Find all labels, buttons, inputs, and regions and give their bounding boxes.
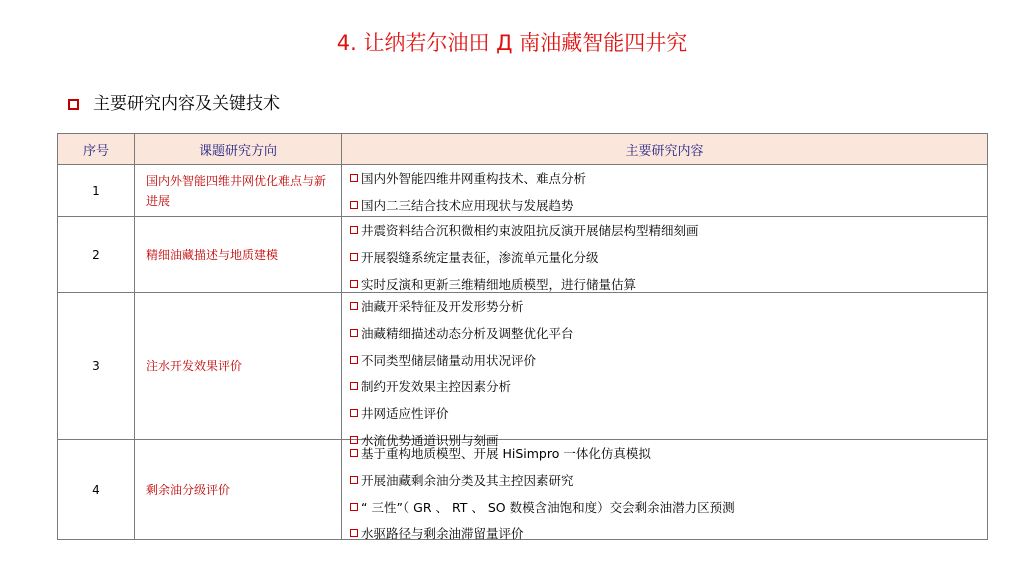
row-no: 4	[58, 440, 135, 540]
row-no: 2	[58, 217, 135, 293]
row-direction: 国内外智能四维井网优化难点与新进展	[135, 165, 342, 217]
list-item: 制约开发效果主控因素分析	[350, 373, 983, 400]
table-row	[58, 217, 988, 293]
list-item: 开展油藏剩余油分类及其主控因素研究	[350, 467, 983, 494]
row-direction: 精细油藏描述与地质建模	[135, 217, 342, 293]
checkbox-bullet-icon	[350, 356, 358, 364]
page-title: 4. 让纳若尔油田 Д 南油藏智能四井究	[336, 31, 688, 55]
list-item: “ 三性”（ GR 、 RT 、 SO 数模含油饱和度）交会剩余油潜力区预测	[350, 493, 983, 520]
checkbox-bullet-icon	[350, 280, 358, 288]
list-item: 国内外智能四维井网重构技术、难点分析	[350, 165, 983, 192]
checkbox-bullet-icon	[350, 476, 358, 484]
list-item: 水驱路径与剩余油滞留量评价	[350, 520, 983, 547]
list-item: 井震资料结合沉积微相约束波阻抗反演开展储层构型精细刻画	[350, 217, 983, 244]
header-content: 主要研究内容	[342, 134, 988, 165]
row-direction: 剩余油分级评价	[135, 440, 342, 540]
row-no: 3	[58, 293, 135, 440]
list-item: 开展裂缝系统定量表征，渗流单元量化分级	[350, 244, 983, 271]
list-item: 实时反演和更新三维精细地质模型，进行储量估算	[350, 270, 983, 297]
table-header-row	[58, 134, 988, 165]
row-content	[342, 293, 988, 448]
header-direction: 课题研究方向	[135, 134, 342, 165]
list-item: 油藏精细描述动态分析及调整优化平台	[350, 320, 983, 347]
checkbox-bullet-icon	[350, 226, 358, 234]
section-heading	[68, 92, 280, 116]
checkbox-bullet-icon	[350, 449, 358, 457]
checkbox-bullet-icon	[350, 174, 358, 182]
list-item: 基于重构地质模型、开展 HiSimpro 一体化仿真模拟	[350, 440, 983, 467]
row-direction: 注水开发效果评价	[135, 293, 342, 440]
section-heading-text: 主要研究内容及关键技术	[93, 94, 280, 114]
row-content	[342, 165, 988, 217]
header-no: 序号	[58, 134, 135, 165]
row-content	[342, 440, 988, 540]
list-item: 国内二三结合技术应用现状与发展趋势	[350, 192, 983, 219]
checkbox-bullet-icon	[350, 253, 358, 261]
checkbox-bullet-icon	[68, 99, 79, 110]
checkbox-bullet-icon	[350, 329, 358, 337]
list-item: 油藏开采特征及开发形势分析	[350, 293, 983, 320]
checkbox-bullet-icon	[350, 503, 358, 511]
row-content	[342, 217, 988, 293]
checkbox-bullet-icon	[350, 529, 358, 537]
checkbox-bullet-icon	[350, 409, 358, 417]
list-item: 井网适应性评价	[350, 400, 983, 427]
table-row	[58, 293, 988, 440]
table-row	[58, 165, 988, 217]
checkbox-bullet-icon	[350, 201, 358, 209]
research-table	[57, 133, 988, 540]
row-no: 1	[58, 165, 135, 217]
checkbox-bullet-icon	[350, 302, 358, 310]
list-item: 水流优势通道识别与刻画	[350, 426, 983, 453]
table-row	[58, 440, 988, 540]
list-item: 不同类型储层储量动用状况评价	[350, 346, 983, 373]
checkbox-bullet-icon	[350, 382, 358, 390]
